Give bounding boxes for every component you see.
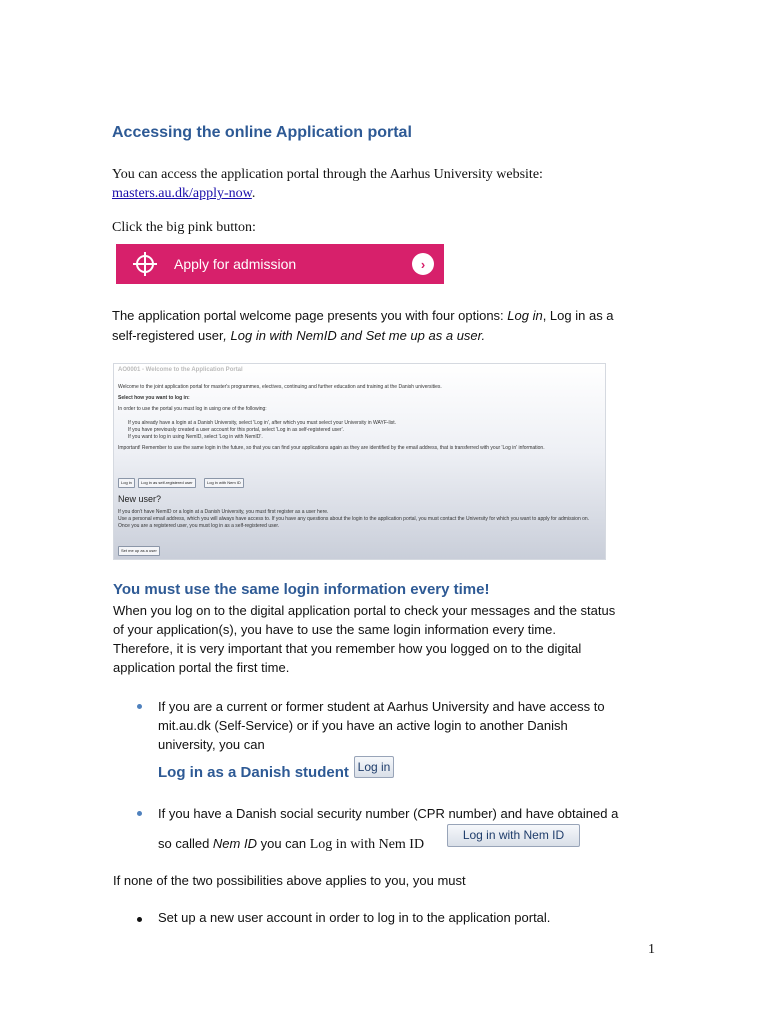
screenshot-bullet: If you already have a login at a Danish University, select 'Log in', after which you must select your University in WAYF-list. (128, 420, 397, 426)
screenshot-new-user-text: Use a personal email address, which you will always have access to. If you have any questions about the login to the application portal, you must contact the University for which you want to apply for admission on. (118, 516, 590, 522)
nemid-text: If you have a Danish social security number (CPR number) and have obtained a (158, 806, 619, 821)
bullet-line: If you are a current or former student at Aarhus University and have access to (158, 699, 605, 714)
log-in-with-nemid-button[interactable]: Log in with Nem ID (447, 824, 580, 847)
screenshot-new-user-text: If you don't have NemID or a login at a Danish University, you must first register as a user here. (118, 509, 329, 515)
screenshot-title: AO0001 - Welcome to the Application Portal (118, 367, 243, 373)
nemid-text-line2 (158, 834, 424, 854)
portal-screenshot (113, 363, 606, 560)
screenshot-new-user: New user? (118, 494, 162, 504)
none-applies-text: If none of the two possibilities above applies to you, you must (113, 873, 466, 888)
danish-student-text (158, 697, 605, 754)
screenshot-order: In order to use the portal you must log in using one of the following: (118, 406, 267, 412)
login-info-heading: You must use the same login information every time! (113, 581, 490, 598)
bullet-icon (137, 704, 142, 709)
options-text: , Log in as a (542, 308, 614, 323)
nemid-mid: you can (256, 836, 310, 851)
screenshot-new-user-text: Once you are a registered user, you must log in as a self-registered user. (118, 523, 280, 529)
option-log-in: Log in (507, 308, 543, 323)
bullet-icon (137, 917, 142, 922)
apply-button-label: Apply for admission (174, 256, 297, 272)
option-nemid-setme: Log in with NemID and Set me up as a user. (230, 328, 486, 343)
screenshot-bullet: If you want to log in using NemID, select 'Log in with NemID'. (128, 434, 263, 440)
options-paragraph (112, 306, 672, 346)
setup-account-text: Set up a new user account in order to log in to the application portal. (158, 910, 551, 925)
apply-now-link[interactable]: masters.au.dk/apply-now (112, 186, 252, 201)
log-in-button[interactable]: Log in (354, 756, 394, 778)
nemid-term: Nem ID (212, 836, 257, 851)
screenshot-login-button: Log in (118, 478, 135, 488)
bullet-line: mit.au.dk (Self-Service) or if you have an active login to another Danish (158, 718, 568, 733)
chevron-right-icon: › (412, 253, 434, 275)
login-info-paragraph (113, 601, 615, 677)
nemid-serif-text: Log in with Nem ID (309, 837, 425, 852)
screenshot-bullet: If you have previously created a user account for this portal, select 'Log in as self-registered user'. (128, 427, 344, 433)
paragraph-line: application portal the first time. (113, 660, 290, 675)
nemid-pre: so called (158, 836, 213, 851)
screenshot-setme-button: Set me up as a user (118, 546, 160, 556)
intro-period: . (251, 186, 256, 201)
screenshot-self-registered-button: Log in as self-registered user (138, 478, 196, 488)
options-text: , (223, 328, 231, 343)
page-number: 1 (648, 942, 655, 957)
screenshot-select: Select how you want to log in: (118, 395, 190, 401)
intro-text (112, 165, 543, 203)
bullet-icon (137, 811, 142, 816)
apply-for-admission-button[interactable] (116, 244, 444, 284)
bullet-line: university, you can (158, 737, 265, 752)
crosshair-icon (136, 255, 154, 273)
screenshot-important: Important! Remember to use the same login in the future, so that you can find your applications again as they are identified by the email address, that is transferred with your 'Log in' information. (118, 445, 545, 451)
paragraph-line: Therefore, it is very important that you remember how you logged on to the digital (113, 641, 582, 656)
paragraph-line: of your application(s), you have to use the same login information every time. (113, 622, 556, 637)
section-heading: Accessing the online Application portal (112, 124, 412, 141)
paragraph-line: When you log on to the digital application portal to check your messages and the status (113, 603, 616, 618)
click-instruction: Click the big pink button: (112, 220, 256, 235)
screenshot-nemid-button: Log in with Nem ID (204, 478, 244, 488)
danish-student-heading: Log in as a Danish student (158, 764, 349, 781)
screenshot-welcome: Welcome to the joint application portal for master's programmes, electives, continuing and further education and training at the Danish universities. (118, 384, 442, 390)
options-text: self-registered user (112, 328, 224, 343)
intro-line: You can access the application portal through the Aarhus University website: (112, 167, 543, 182)
options-text: The application portal welcome page presents you with four options: (112, 308, 508, 323)
